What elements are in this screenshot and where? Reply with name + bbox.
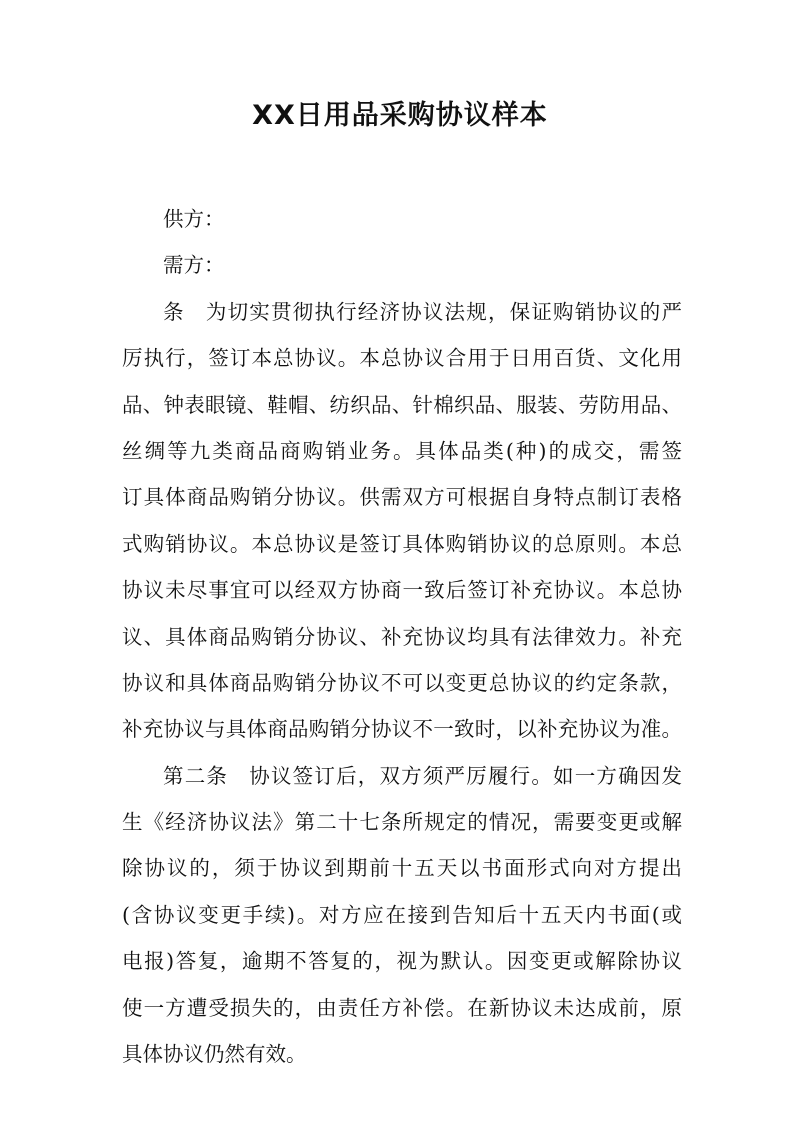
article-2-line-5: 电报)答复，逾期不答复的，视为默认。因变更或解除协议 (122, 949, 682, 974)
article-1-line-7: 协议未尽事宜可以经双方协商一致后签订补充协议。本总协 (122, 578, 682, 603)
article-1-line-2: 厉执行，签订本总协议。本总协议合用于日用百货、文化用 (122, 346, 682, 371)
article-2-line-6: 使一方遭受损失的，由责任方补偿。在新协议未达成前，原 (122, 995, 682, 1020)
article-2-text-1: 协议签订后，双方须严厉履行。如一方确因发 (248, 763, 683, 788)
article-1-line-8: 议、具体商品购销分协议、补充协议均具有法律效力。补充 (122, 624, 682, 649)
article-1-line-1 (122, 289, 682, 335)
article-2-line-2: 生《经济协议法》第二十七条所规定的情况，需要变更或解 (122, 810, 682, 835)
article-1-heading: 条 (163, 299, 185, 324)
article-1-line-3: 品、钟表眼镜、鞋帽、纺织品、针棉织品、服装、劳防用品、 (122, 392, 682, 417)
buyer-line: 需方： (163, 253, 225, 278)
article-1-line-9: 协议和具体商品购销分协议不可以变更总协议的约定条款， (122, 670, 682, 695)
article-1-line-5: 订具体商品购销分协议。供需双方可根据自身特点制订表格 (122, 485, 682, 510)
article-2-line-7: 具体协议仍然有效。 (122, 1042, 307, 1067)
article-2-line-4: (含协议变更手续)。对方应在接到告知后十五天内书面(或 (122, 902, 682, 927)
article-1-line-4: 丝绸等九类商品商购销业务。具体品类(种)的成交，需签 (122, 438, 682, 463)
article-2 (122, 753, 682, 1078)
article-2-heading: 第二条 (163, 763, 229, 788)
article-1-text-1: 为切实贯彻执行经济协议法规，保证购销协议的严 (204, 299, 683, 324)
supplier-line: 供方： (163, 207, 225, 231)
document-body (122, 196, 682, 1077)
article-1 (122, 289, 682, 753)
document-title: XX日用品采购协议样本 (252, 100, 548, 131)
article-1-line-10: 补充协议与具体商品购销分协议不一致时，以补充协议为准。 (122, 717, 682, 742)
article-2-line-1 (122, 753, 682, 799)
article-1-line-6: 式购销协议。本总协议是签订具体购销协议的总原则。本总 (122, 531, 682, 556)
article-2-line-3: 除协议的，须于协议到期前十五天以书面形式向对方提出 (122, 856, 682, 881)
